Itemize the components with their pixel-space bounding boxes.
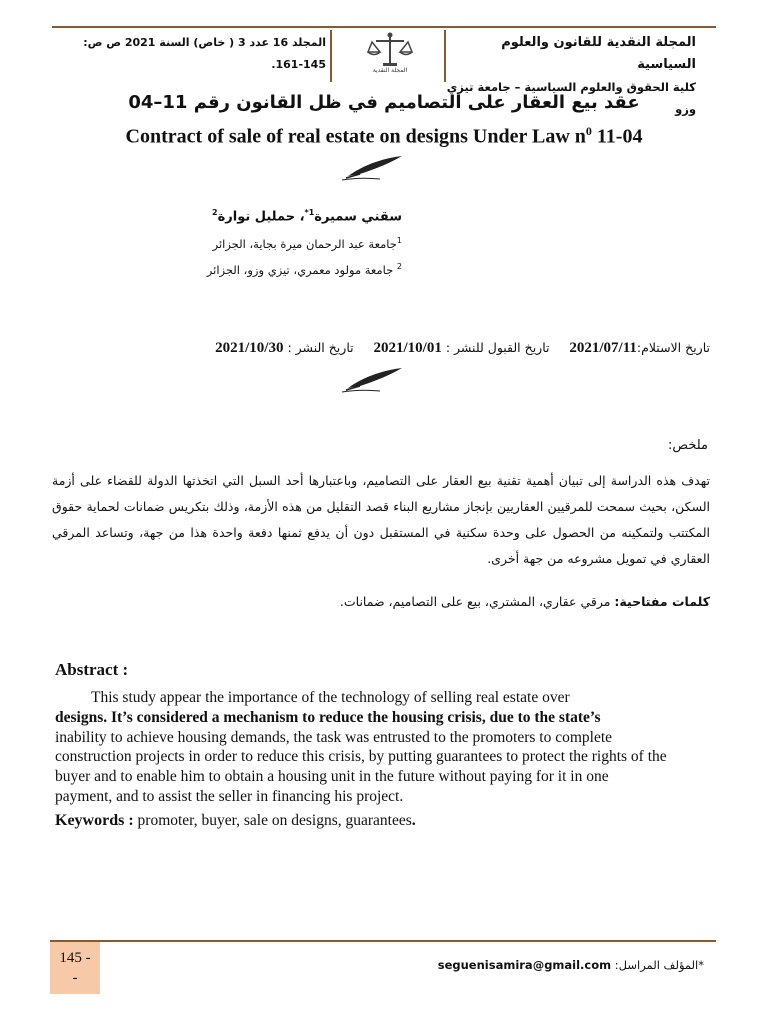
abstract-heading: Abstract : (55, 660, 129, 679)
header-volume-info (56, 32, 326, 76)
affiliation-1-mark: 1 (396, 236, 402, 245)
journal-name: المجلة النقدية للقانون والعلوم السياسية (501, 35, 696, 72)
volume-line: المجلد 16 عدد 3 ( خاص) السنة 2021 ص ص: (83, 36, 326, 49)
author-1: سقني سميرة (314, 209, 402, 225)
author-2: ، حمليل نوارة (217, 209, 305, 225)
arabic-abstract-body: تهدف هذه الدراسة إلى تبيان أهمية تقنية بيع العقار على التصاميم، وباعتبارها أحد السبل التي اتخذتها الدولة للقضاء على أزمة السكن، بحيث سمحت للمرقيين العقاريين بإنجاز مشاريع البناء قصد التقليل من هذه الأزمة، وذلك بتكريس ضمانات لحماية حقوق المكتتب ولتمكينه من الحصول على وحدة سكنية في المستقبل دون أن يدفع ثمنها دفعة واحدة هذا من جهة، وتساعد المرقي العقاري في تمويل مشروعه من جهة أخرى. (52, 473, 710, 566)
pages-line: 161-145. (271, 58, 326, 71)
article-dates (100, 340, 710, 357)
affiliation-1 (42, 236, 402, 251)
received-date: 2021/07/11 (569, 340, 637, 356)
header-top-rule (52, 26, 716, 28)
affiliation-1-text: جامعة عبد الرحمان ميرة بجاية، الجزائر (212, 236, 397, 251)
quill-pen-icon (340, 364, 410, 394)
corresponding-label: :المؤلف المراسل* (611, 958, 704, 972)
english-title (60, 124, 708, 149)
faculty-name: كلية الحقوق والعلوم السياسية – جامعة تيزي وزو (446, 80, 696, 116)
keywords-label: Keywords : (55, 812, 134, 829)
abstract-rest: inability to achieve housing demands, the task was entrusted to the promoters to complete construction projects in order to reduce this crisis, by putting guarantees to protect the rights of the buyer and to enable him to obtain a housing unit in the future without paying for it in one payment, and to assist the seller in financing his project. (55, 728, 667, 805)
arabic-keywords-list: مرقي عقاري، المشتري، بيع على التصاميم، ضمانات. (339, 594, 615, 609)
affiliation-2-text: جامعة مولود معمري، تيزي وزو، الجزائر (206, 262, 394, 277)
affiliation-2-mark: 2 (396, 262, 402, 271)
keywords-end: . (411, 812, 416, 829)
page-number: 145 - (59, 950, 91, 966)
arabic-abstract-heading: ملخص: (668, 438, 708, 453)
authors-line (42, 208, 402, 224)
journal-logo (350, 30, 430, 80)
arabic-keywords-label: كلمات مفتاحية: (614, 594, 710, 609)
author-email: seguenisamira@gmail.com (437, 958, 612, 972)
received-label: تاريخ الاستلام: (636, 340, 710, 355)
corresponding-author (438, 958, 704, 972)
affiliation-2 (42, 262, 402, 277)
header-separator-left (330, 30, 332, 82)
accepted-label: تاريخ القبول للنشر : (445, 340, 550, 355)
arabic-keywords (70, 594, 710, 609)
english-title-superscript: 0 (585, 124, 592, 138)
english-title-main: Contract of sale of real estate on designs Under Law n (125, 125, 586, 148)
abstract-body (55, 688, 669, 807)
footer-rule (50, 940, 716, 942)
author-1-mark: 1* (304, 208, 315, 217)
keywords-line (55, 812, 416, 830)
english-title-law-number: 11-04 (591, 125, 643, 148)
page-number-box (50, 942, 100, 994)
logo-caption: المجلة النقدية (372, 67, 408, 74)
abstract-line-1: This study appear the importance of the technology of selling real estate over (91, 689, 570, 706)
arabic-title: عقد بيع العقار على التصاميم في ظل القانون رقم 11–04 (128, 92, 640, 113)
accepted-date: 2021/10/01 (373, 340, 442, 356)
author-2-mark: 2 (212, 208, 218, 217)
published-date: 2021/10/30 (215, 340, 284, 356)
abstract-bold-text: designs. It’s considered a mechanism to reduce the housing crisis, due to the state’s (55, 708, 601, 726)
keywords-list: promoter, buyer, sale on designs, guarantees (133, 812, 412, 829)
abstract-line-2 (55, 708, 669, 728)
page-number-dash: - (72, 970, 78, 986)
header-separator-right (444, 30, 446, 82)
quill-pen-icon (340, 152, 410, 182)
published-label: تاريخ النشر : (287, 340, 354, 355)
